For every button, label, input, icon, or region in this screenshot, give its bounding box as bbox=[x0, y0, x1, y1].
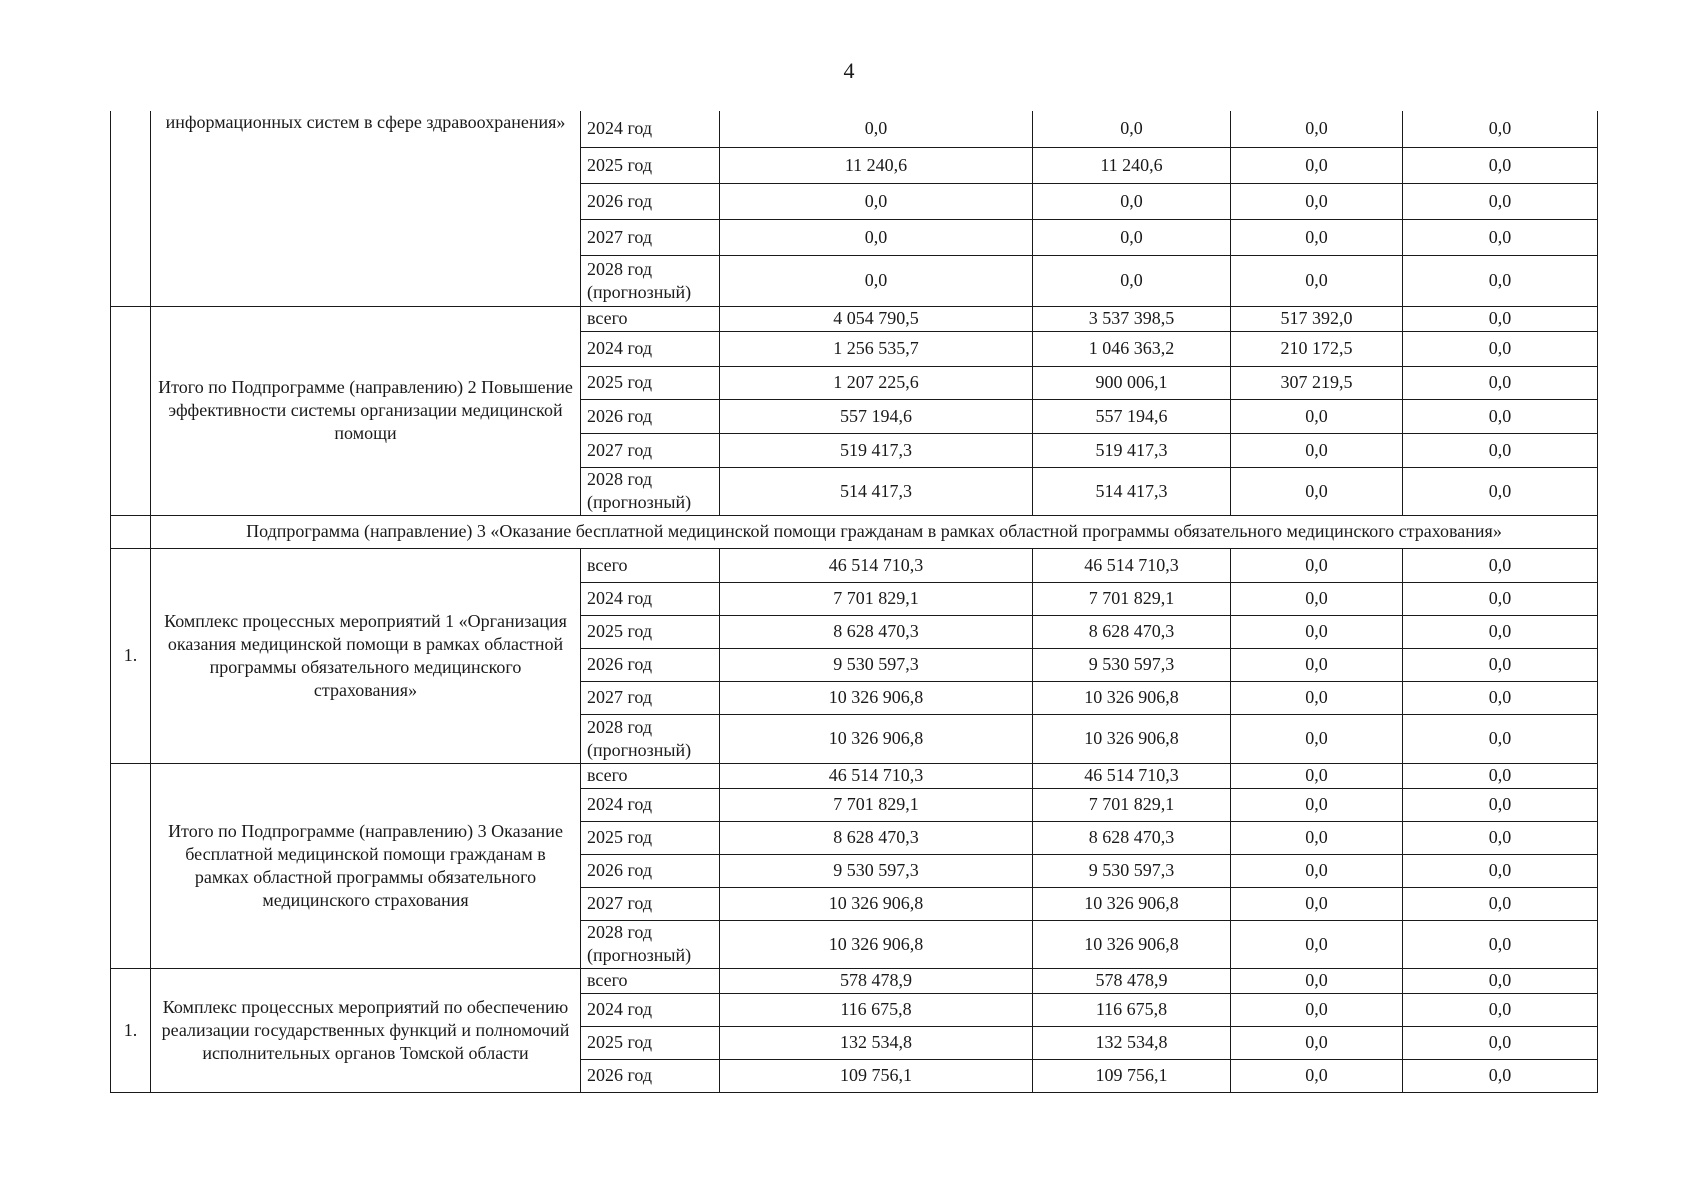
total-value: 0,0 bbox=[720, 183, 1033, 219]
value-cell: 0,0 bbox=[1033, 183, 1231, 219]
value-cell: 0,0 bbox=[1403, 854, 1598, 887]
year-cell: 2026 год bbox=[581, 648, 720, 681]
value-cell: 0,0 bbox=[1231, 993, 1403, 1026]
value-cell: 0,0 bbox=[1231, 763, 1403, 788]
value-cell: 0,0 bbox=[1231, 1026, 1403, 1059]
year-cell: 2026 год bbox=[581, 1059, 720, 1092]
total-value: 0,0 bbox=[720, 255, 1033, 306]
year-cell: всего bbox=[581, 548, 720, 582]
value-cell: 3 537 398,5 bbox=[1033, 306, 1231, 331]
total-value: 8 628 470,3 bbox=[720, 615, 1033, 648]
value-cell: 0,0 bbox=[1403, 183, 1598, 219]
value-cell: 0,0 bbox=[1231, 615, 1403, 648]
page-number: 4 bbox=[843, 58, 855, 83]
value-cell: 9 530 597,3 bbox=[1033, 854, 1231, 887]
value-cell: 0,0 bbox=[1403, 548, 1598, 582]
value-cell: 0,0 bbox=[1403, 366, 1598, 399]
year-cell: 2027 год bbox=[581, 681, 720, 714]
year-cell: 2025 год bbox=[581, 147, 720, 183]
measure-name: Комплекс процессных мероприятий 1 «Организация оказания медицинской помощи в рамках областной программы обязательного медицинского страхования» bbox=[151, 548, 581, 763]
value-cell: 0,0 bbox=[1403, 467, 1598, 515]
total-value: 0,0 bbox=[720, 219, 1033, 255]
value-cell: 514 417,3 bbox=[1033, 467, 1231, 515]
value-cell: 0,0 bbox=[1231, 399, 1403, 433]
year-cell: 2025 год bbox=[581, 1026, 720, 1059]
subprogram-total-name: Итого по Подпрограмме (направлению) 2 Повышение эффективности системы организации медицинской помощи bbox=[151, 306, 581, 515]
value-cell: 0,0 bbox=[1403, 306, 1598, 331]
value-cell: 0,0 bbox=[1403, 399, 1598, 433]
value-cell: 10 326 906,8 bbox=[1033, 887, 1231, 920]
value-cell: 0,0 bbox=[1231, 887, 1403, 920]
row-number bbox=[111, 763, 151, 968]
total-value: 10 326 906,8 bbox=[720, 920, 1033, 968]
value-cell: 0,0 bbox=[1231, 920, 1403, 968]
total-value: 46 514 710,3 bbox=[720, 548, 1033, 582]
value-cell: 0,0 bbox=[1231, 582, 1403, 615]
total-value: 557 194,6 bbox=[720, 399, 1033, 433]
total-value: 9 530 597,3 bbox=[720, 854, 1033, 887]
measure-name: Комплекс процессных мероприятий по обеспечению реализации государственных функций и полномочий исполнительных органов Томской области bbox=[151, 968, 581, 1092]
value-cell: 132 534,8 bbox=[1033, 1026, 1231, 1059]
row-number bbox=[111, 306, 151, 515]
value-cell: 0,0 bbox=[1231, 854, 1403, 887]
total-value: 9 530 597,3 bbox=[720, 648, 1033, 681]
value-cell: 8 628 470,3 bbox=[1033, 615, 1231, 648]
year-cell: 2028 год (прогнозный) bbox=[581, 467, 720, 515]
value-cell: 519 417,3 bbox=[1033, 433, 1231, 467]
row-number: 1. bbox=[111, 968, 151, 1092]
value-cell: 7 701 829,1 bbox=[1033, 582, 1231, 615]
value-cell: 116 675,8 bbox=[1033, 993, 1231, 1026]
section-spacer-cell bbox=[111, 515, 151, 548]
value-cell: 0,0 bbox=[1231, 255, 1403, 306]
value-cell: 8 628 470,3 bbox=[1033, 821, 1231, 854]
measure-name: информационных систем в сфере здравоохранения» bbox=[151, 111, 581, 306]
budget-table bbox=[110, 111, 1598, 1093]
value-cell: 10 326 906,8 bbox=[1033, 920, 1231, 968]
year-cell: 2028 год (прогнозный) bbox=[581, 255, 720, 306]
year-cell: 2026 год bbox=[581, 854, 720, 887]
value-cell: 0,0 bbox=[1403, 968, 1598, 993]
value-cell: 0,0 bbox=[1033, 219, 1231, 255]
value-cell: 0,0 bbox=[1033, 111, 1231, 147]
row-number: 1. bbox=[111, 548, 151, 763]
year-cell: 2027 год bbox=[581, 219, 720, 255]
value-cell: 0,0 bbox=[1403, 1026, 1598, 1059]
value-cell: 46 514 710,3 bbox=[1033, 548, 1231, 582]
value-cell: 11 240,6 bbox=[1033, 147, 1231, 183]
value-cell: 0,0 bbox=[1231, 147, 1403, 183]
year-cell: 2026 год bbox=[581, 399, 720, 433]
value-cell: 0,0 bbox=[1403, 993, 1598, 1026]
total-value: 578 478,9 bbox=[720, 968, 1033, 993]
year-cell: 2024 год bbox=[581, 111, 720, 147]
value-cell: 0,0 bbox=[1403, 714, 1598, 763]
value-cell: 0,0 bbox=[1231, 681, 1403, 714]
year-cell: 2025 год bbox=[581, 615, 720, 648]
total-value: 10 326 906,8 bbox=[720, 681, 1033, 714]
year-cell: 2025 год bbox=[581, 821, 720, 854]
value-cell: 0,0 bbox=[1403, 433, 1598, 467]
total-value: 109 756,1 bbox=[720, 1059, 1033, 1092]
total-value: 0,0 bbox=[720, 111, 1033, 147]
value-cell: 517 392,0 bbox=[1231, 306, 1403, 331]
value-cell: 307 219,5 bbox=[1231, 366, 1403, 399]
year-cell: 2028 год (прогнозный) bbox=[581, 920, 720, 968]
value-cell: 0,0 bbox=[1231, 219, 1403, 255]
value-cell: 0,0 bbox=[1231, 968, 1403, 993]
value-cell: 578 478,9 bbox=[1033, 968, 1231, 993]
value-cell: 0,0 bbox=[1403, 255, 1598, 306]
value-cell: 109 756,1 bbox=[1033, 1059, 1231, 1092]
value-cell: 46 514 710,3 bbox=[1033, 763, 1231, 788]
year-cell: 2024 год bbox=[581, 582, 720, 615]
year-cell: всего bbox=[581, 306, 720, 331]
year-cell: 2024 год bbox=[581, 331, 720, 366]
year-cell: 2027 год bbox=[581, 433, 720, 467]
value-cell: 0,0 bbox=[1403, 615, 1598, 648]
row-number bbox=[111, 111, 151, 306]
year-cell: 2026 год bbox=[581, 183, 720, 219]
total-value: 132 534,8 bbox=[720, 1026, 1033, 1059]
value-cell: 0,0 bbox=[1231, 1059, 1403, 1092]
value-cell: 10 326 906,8 bbox=[1033, 681, 1231, 714]
value-cell: 0,0 bbox=[1403, 788, 1598, 821]
total-value: 7 701 829,1 bbox=[720, 788, 1033, 821]
total-value: 7 701 829,1 bbox=[720, 582, 1033, 615]
value-cell: 10 326 906,8 bbox=[1033, 714, 1231, 763]
value-cell: 0,0 bbox=[1403, 331, 1598, 366]
value-cell: 9 530 597,3 bbox=[1033, 648, 1231, 681]
total-value: 519 417,3 bbox=[720, 433, 1033, 467]
value-cell: 0,0 bbox=[1231, 548, 1403, 582]
value-cell: 0,0 bbox=[1403, 648, 1598, 681]
total-value: 8 628 470,3 bbox=[720, 821, 1033, 854]
total-value: 1 207 225,6 bbox=[720, 366, 1033, 399]
value-cell: 210 172,5 bbox=[1231, 331, 1403, 366]
total-value: 116 675,8 bbox=[720, 993, 1033, 1026]
total-value: 10 326 906,8 bbox=[720, 714, 1033, 763]
year-cell: всего bbox=[581, 968, 720, 993]
value-cell: 0,0 bbox=[1403, 681, 1598, 714]
total-value: 10 326 906,8 bbox=[720, 887, 1033, 920]
value-cell: 0,0 bbox=[1231, 467, 1403, 515]
value-cell: 0,0 bbox=[1231, 433, 1403, 467]
value-cell: 0,0 bbox=[1403, 821, 1598, 854]
year-cell: 2024 год bbox=[581, 788, 720, 821]
total-value: 4 054 790,5 bbox=[720, 306, 1033, 331]
year-cell: 2025 год bbox=[581, 366, 720, 399]
value-cell: 0,0 bbox=[1231, 714, 1403, 763]
value-cell: 0,0 bbox=[1403, 1059, 1598, 1092]
year-cell: 2024 год bbox=[581, 993, 720, 1026]
year-cell: всего bbox=[581, 763, 720, 788]
subprogram-section-title: Подпрограмма (направление) 3 «Оказание бесплатной медицинской помощи гражданам в рамках областной программы обязательного медицинского страхования» bbox=[151, 515, 1598, 548]
value-cell: 0,0 bbox=[1403, 219, 1598, 255]
total-value: 11 240,6 bbox=[720, 147, 1033, 183]
value-cell: 0,0 bbox=[1033, 255, 1231, 306]
value-cell: 900 006,1 bbox=[1033, 366, 1231, 399]
value-cell: 0,0 bbox=[1403, 887, 1598, 920]
value-cell: 1 046 363,2 bbox=[1033, 331, 1231, 366]
value-cell: 0,0 bbox=[1403, 582, 1598, 615]
value-cell: 0,0 bbox=[1403, 147, 1598, 183]
value-cell: 0,0 bbox=[1403, 763, 1598, 788]
value-cell: 0,0 bbox=[1403, 111, 1598, 147]
total-value: 514 417,3 bbox=[720, 467, 1033, 515]
total-value: 46 514 710,3 bbox=[720, 763, 1033, 788]
total-value: 1 256 535,7 bbox=[720, 331, 1033, 366]
value-cell: 0,0 bbox=[1231, 183, 1403, 219]
value-cell: 0,0 bbox=[1231, 111, 1403, 147]
year-cell: 2027 год bbox=[581, 887, 720, 920]
value-cell: 0,0 bbox=[1231, 788, 1403, 821]
value-cell: 0,0 bbox=[1231, 648, 1403, 681]
value-cell: 557 194,6 bbox=[1033, 399, 1231, 433]
value-cell: 0,0 bbox=[1231, 821, 1403, 854]
subprogram-total-name: Итого по Подпрограмме (направлению) 3 Оказание бесплатной медицинской помощи гражданам в рамках областной программы обязательного медицинского страхования bbox=[151, 763, 581, 968]
year-cell: 2028 год (прогнозный) bbox=[581, 714, 720, 763]
value-cell: 0,0 bbox=[1403, 920, 1598, 968]
value-cell: 7 701 829,1 bbox=[1033, 788, 1231, 821]
